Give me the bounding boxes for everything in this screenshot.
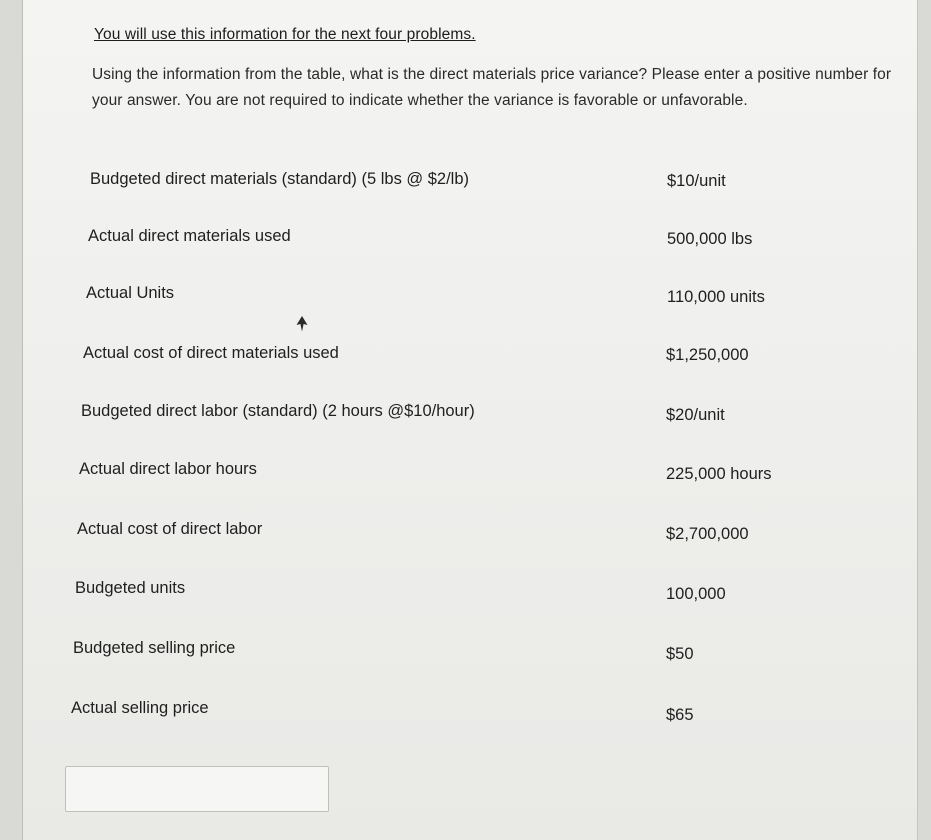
table-row-label: Actual selling price	[71, 699, 209, 717]
table-row-label: Actual direct materials used	[88, 227, 291, 245]
table-row-value: $10/unit	[667, 172, 726, 190]
mouse-pointer-icon	[296, 316, 308, 332]
intro-text: You will use this information for the next four problems.	[94, 26, 476, 43]
table-row-value: $50	[666, 645, 694, 663]
table-row-label: Budgeted units	[75, 579, 186, 597]
table-row-label: Actual direct labor hours	[79, 460, 257, 478]
table-row-value: $65	[666, 706, 694, 724]
table-row-label: Budgeted direct materials (standard) (5 lbs @ $2/lb)	[90, 170, 470, 188]
table-row-label: Budgeted selling price	[73, 639, 236, 657]
table-row-value: $2,700,000	[666, 525, 749, 543]
table-row-label: Budgeted direct labor (standard) (2 hours @$10/hour)	[81, 402, 475, 420]
table-row-value: $1,250,000	[666, 346, 749, 364]
table-row-label: Actual cost of direct labor	[77, 520, 263, 538]
table-row-value: 500,000 lbs	[667, 230, 753, 248]
table-row-label: Actual Units	[86, 284, 175, 302]
table-row-value: 100,000	[666, 585, 726, 603]
answer-input[interactable]	[65, 766, 329, 812]
table-row-value: $20/unit	[666, 406, 725, 424]
table-row-label: Actual cost of direct materials used	[83, 344, 339, 362]
table-row-value: 225,000 hours	[666, 465, 772, 483]
question-text: Using the information from the table, what is the direct materials price variance? Please enter a positive number for your answer. You are not required to indicate whether the variance is favorable or unfavorable.	[92, 66, 892, 109]
table-row-value: 110,000 units	[667, 288, 765, 306]
